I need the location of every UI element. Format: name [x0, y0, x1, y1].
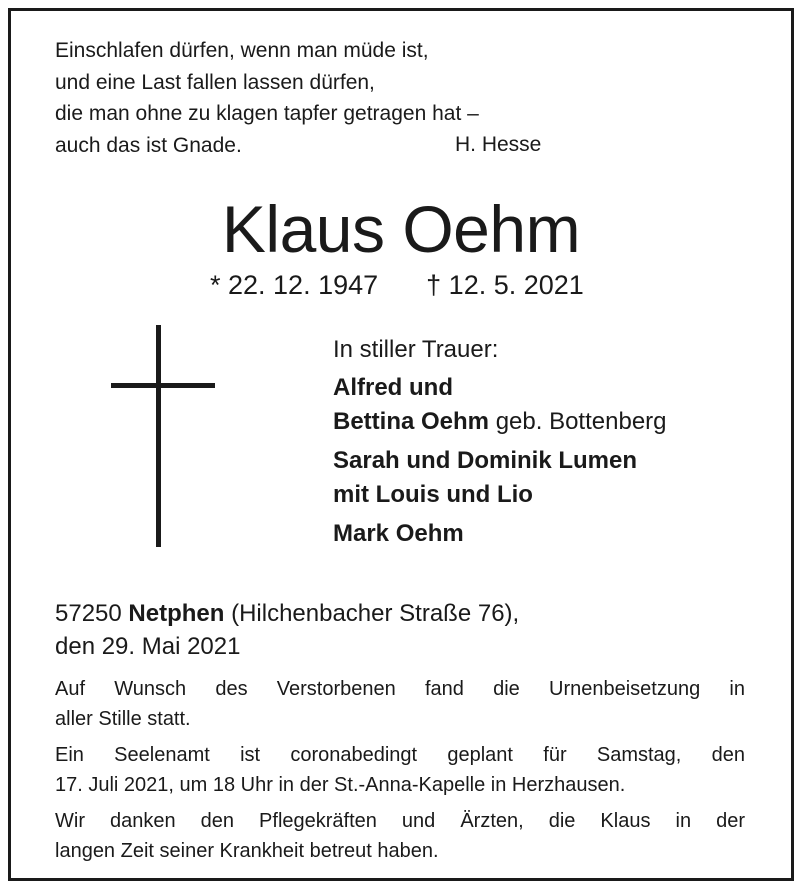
- note-line: Wir danken den Pflegekräften und Ärzten, die Klaus in der: [55, 810, 745, 832]
- note-mass: [55, 740, 745, 800]
- mourner-name: Alfred und: [333, 374, 453, 401]
- mourner-group-3: [333, 517, 667, 551]
- cross-icon: [111, 325, 215, 547]
- note-line: langen Zeit seiner Krankheit betreut haben.: [55, 840, 439, 862]
- note-burial: [55, 674, 745, 734]
- note-line: Ein Seelenamt ist coronabedingt geplant für Samstag, den: [55, 744, 745, 766]
- address-line: [55, 597, 519, 630]
- poem: [55, 35, 542, 161]
- mourner-name: Bettina Oehm: [333, 408, 490, 435]
- note-line: Auf Wunsch des Verstorbenen fand die Urnenbeisetzung in: [55, 678, 745, 700]
- date-line: den 29. Mai 2021: [55, 633, 241, 660]
- poem-author: H. Hesse: [455, 133, 542, 156]
- notes: [55, 674, 745, 872]
- deceased-name: Klaus Oehm: [221, 192, 581, 266]
- mourner-name: Sarah und Dominik Lumen: [333, 447, 638, 474]
- note-line: 17. Juli 2021, um 18 Uhr in der St.-Anna-Kapelle in Herzhausen.: [55, 774, 626, 796]
- poem-line-4: auch das ist Gnade.: [55, 133, 242, 157]
- mourner-name: mit Louis und Lio: [333, 481, 533, 508]
- note-line: aller Stille statt.: [55, 708, 191, 730]
- cross-vertical-bar: [156, 325, 161, 547]
- obituary-frame: [8, 8, 794, 881]
- street: (Hilchenbacher Straße 76),: [224, 600, 520, 627]
- birth-date: * 22. 12. 1947: [210, 270, 379, 300]
- mourners: [333, 333, 667, 556]
- mourner-group-1: [333, 371, 667, 439]
- cross-horizontal-bar: [111, 383, 215, 388]
- poem-line-1: Einschlafen dürfen, wenn man müde ist,: [55, 39, 429, 62]
- poem-line-2: und eine Last fallen lassen dürfen,: [55, 70, 375, 94]
- note-thanks: [55, 806, 745, 866]
- mourner-name: Mark Oehm: [333, 520, 464, 547]
- address-block: [55, 597, 519, 663]
- life-dates: [210, 267, 584, 303]
- maiden-name: geb. Bottenberg: [489, 408, 667, 435]
- city: Netphen: [128, 600, 225, 627]
- death-date: † 12. 5. 2021: [426, 270, 584, 300]
- postcode: 57250: [55, 600, 129, 627]
- poem-line-3: die man ohne zu klagen tapfer getragen hat –: [55, 102, 479, 125]
- mourners-intro: In stiller Trauer:: [333, 336, 499, 363]
- mourner-group-2: [333, 444, 667, 512]
